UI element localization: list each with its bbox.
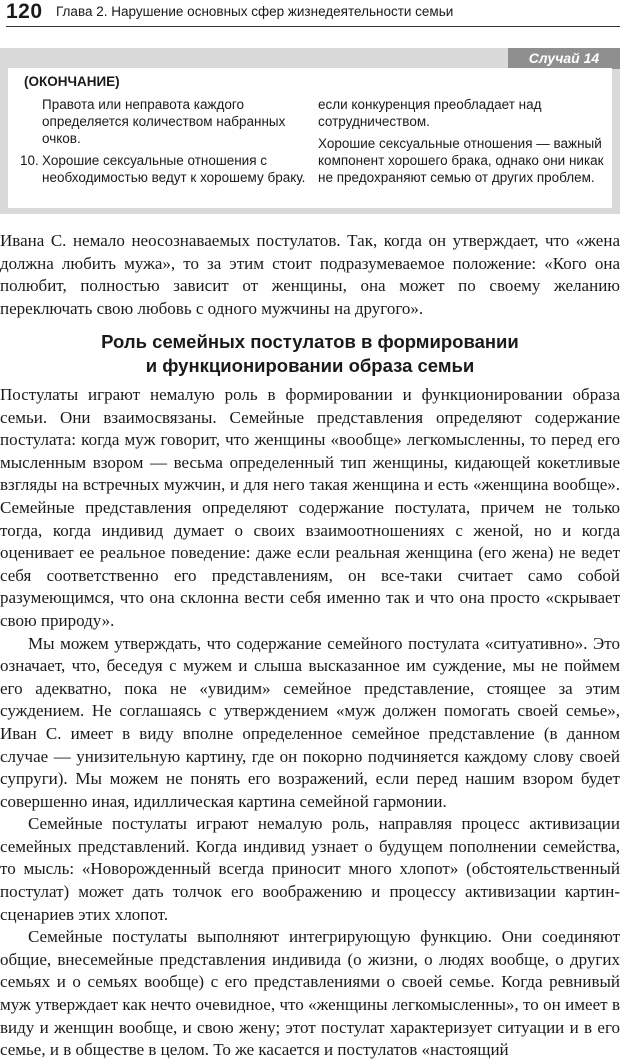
section-heading-line: и функционировании образа семьи — [145, 355, 475, 376]
case-row — [20, 152, 308, 186]
case-row-right-text: Хорошие сексуальные отношения — важный компонент хорошего брака, однако они никак не предохраняют семью от других проблем. — [318, 136, 604, 185]
intro-paragraph-block — [0, 230, 620, 320]
page-number: 120 — [6, 0, 43, 23]
case-tab-label: Случай 14 — [508, 48, 620, 69]
case-row-number: 10. — [20, 153, 39, 168]
page-header — [0, 0, 620, 26]
case-right-column — [318, 96, 606, 191]
body-paragraph: Семейные постулаты выполняют интегрирующую функцию. Они соединяют общие, внесемейные представления индивида (о жизни, о людях вообще, о других семьях и о семьях вообще) с его представлениями о своей семье. Когда ревнивый муж утверждает как нечто очевидное, что «женщины легкомысленны», то он имеет в виду и женщин вообще, и свою жену; этот постулат характеризует ситуации и в его семье, и в обществе в целом. То же касается и постулатов «настоящий — [0, 927, 620, 1060]
case-row-right-text: если конкуренция преобладает над сотрудничеством. — [318, 97, 542, 129]
case-left-column — [20, 96, 308, 191]
case-row — [318, 96, 606, 130]
case-title: (ОКОНЧАНИЕ) — [24, 74, 120, 89]
header-divider — [6, 26, 620, 27]
case-box — [0, 48, 620, 214]
case-row — [318, 135, 606, 186]
case-row-left-text: Хорошие сексуальные отношения с необходимостью ведут к хорошему браку. — [42, 153, 306, 185]
section-heading-line: Роль семейных постулатов в формировании — [101, 331, 519, 352]
intro-paragraph: Ивана С. немало неосознаваемых постулатов. Так, когда он утверждает, что «жена должна любить мужа», то за этим стоит подразумеваемое положение: «Кого она полюбит, полностью зависит от женщины, она может по своему желанию переключать свою любовь с одного мужчины на другого». — [0, 231, 620, 318]
section-heading — [0, 330, 620, 378]
body-text — [0, 384, 620, 1062]
case-row — [20, 96, 308, 147]
body-paragraph: Семейные постулаты играют немалую роль, направляя процесс активизации семейных представлений. Когда индивид узнает о будущем пополнении семейства, то мысль: «Новорожденный всегда приносит много хлопот» (обстоятельственный постулат) может дать толчок его воображению и процессу активизации картин-сценариев этих хлопот. — [0, 814, 620, 924]
body-paragraph: Постулаты играют немалую роль в формировании и функционировании образа семьи. Они взаимосвязаны. Семейные представления определяют содержание постулата: когда муж говорит, что женщины «вообще» легкомысленны, то перед его мысленным взором — весьма определенный тип женщины, кидающей кокетливые взгляды на встречных мужчин, и для него такая женщина и есть «женщина вообще». Семейные представления определяют содержание постулата, причем не только тогда, когда индивид думает о своих взаимоотношениях с женой, но и когда оценивает ее реальное поведение: даже если реальная женщина (его жена) не ведет себя соответственно его представлениям, он все-таки считает само собой разумеющимся, что она склонна вести себя именно так и что она просто «скрывает свою природу». — [0, 385, 620, 630]
chapter-title: Глава 2. Нарушение основных сфер жизнедеятельности семьи — [56, 4, 454, 19]
body-paragraph: Мы можем утверждать, что содержание семейного постулата «ситуативно». Это означает, что, беседуя с мужем и слыша высказанное им суждение, мы не поймем его адекватно, пока не «увидим» семейное представление, стоящее за этим суждением. Не соглашаясь с утверждением «муж должен помогать своей семье», Иван С. имеет в виду вполне определенное семейное представление (в данном случае — унизительную картину, где он покорно подчиняется каждому слову своей супруги). Мы можем не понять его возражений, если перед нашим взором будет совершенно иная, идиллическая картина семейной гармонии. — [0, 633, 620, 811]
case-box-content — [8, 68, 612, 208]
case-row-left-text: Правота или неправота каждого определяется количеством набранных очков. — [42, 97, 286, 146]
